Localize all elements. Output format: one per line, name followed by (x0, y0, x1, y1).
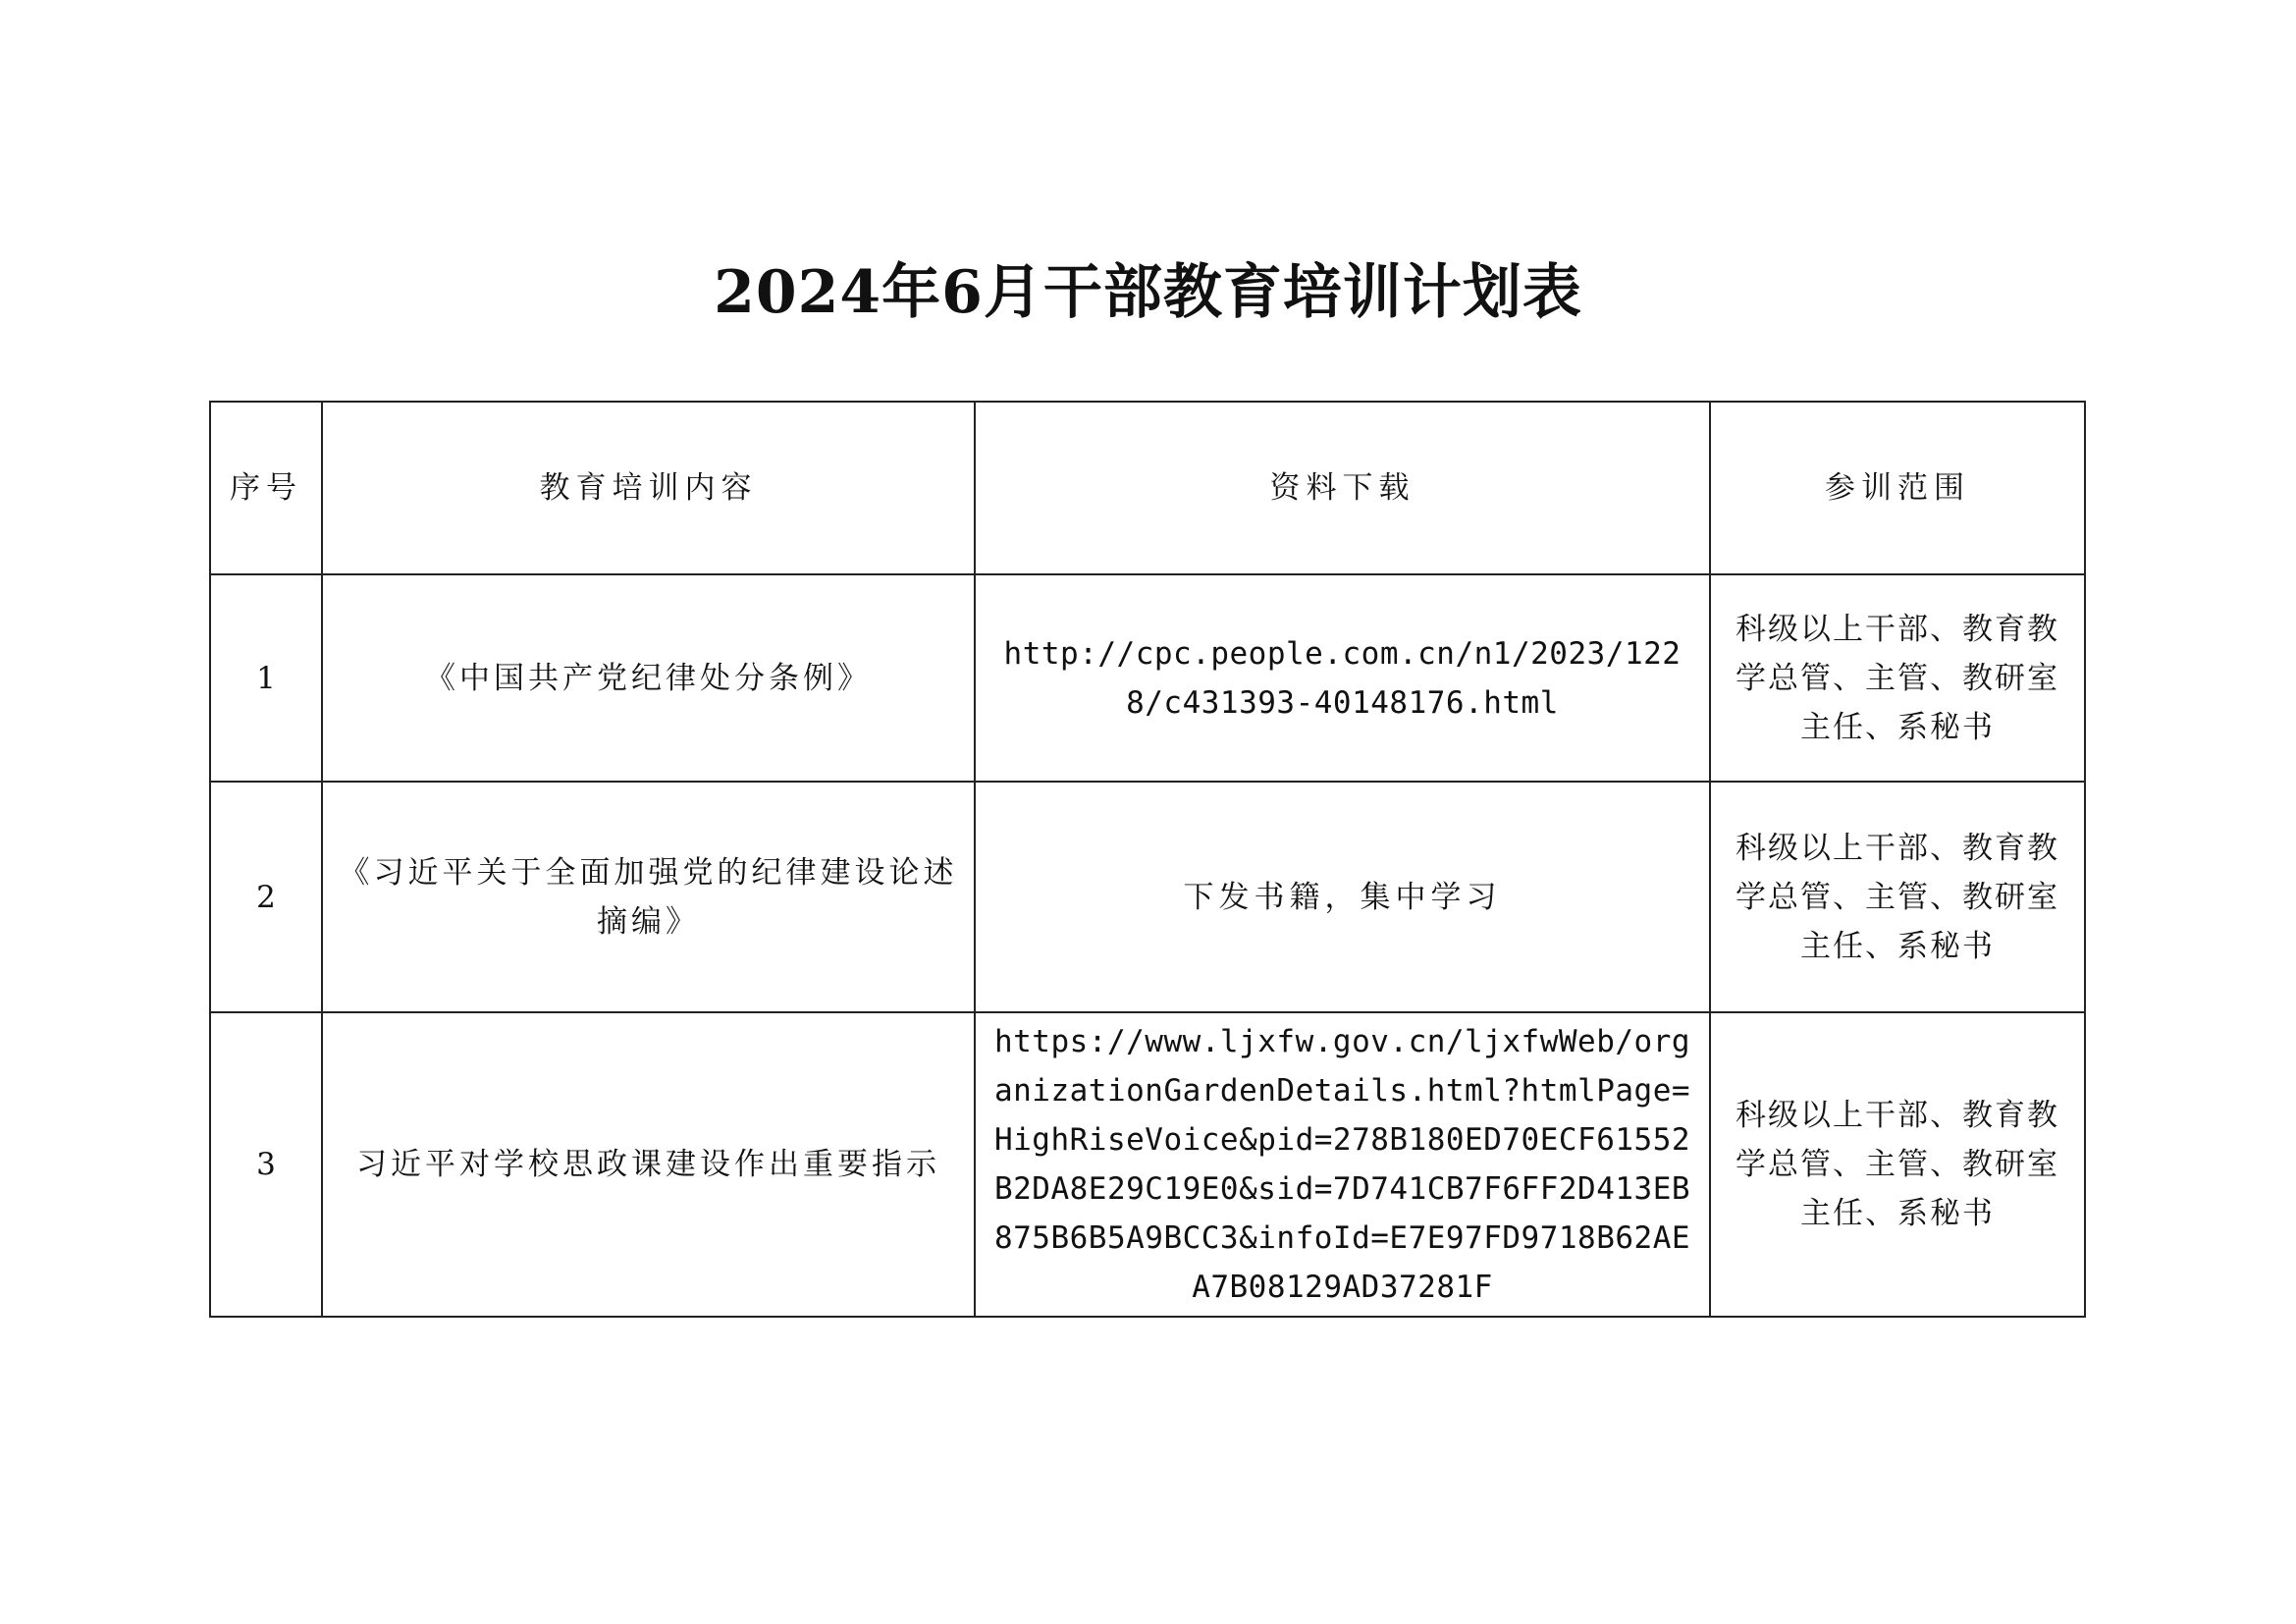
row-index: 3 (210, 1012, 322, 1317)
header-index: 序号 (210, 402, 322, 574)
row-content: 《中国共产党纪律处分条例》 (322, 574, 975, 782)
header-content: 教育培训内容 (322, 402, 975, 574)
row-content: 习近平对学校思政课建设作出重要指示 (322, 1012, 975, 1317)
download-link[interactable]: https://www.ljxfw.gov.cn/ljxfwWeb/organizationGardenDetails.html?htmlPage=HighRiseVoice&pid=278B180ED70ECF61552B2DA8E29C19E0&sid=7D741CB7F6FF2D413EB875B6B5A9BCC3&infoId=E7E97FD9718B62AEA7B08129AD37281F (975, 1012, 1710, 1317)
header-download: 资料下载 (975, 402, 1710, 574)
table-row (210, 782, 2085, 1012)
row-scope: 科级以上干部、教育教学总管、主管、教研室主任、系秘书 (1710, 574, 2085, 782)
row-scope: 科级以上干部、教育教学总管、主管、教研室主任、系秘书 (1710, 782, 2085, 1012)
row-index: 1 (210, 574, 322, 782)
row-content: 《习近平关于全面加强党的纪律建设论述摘编》 (322, 782, 975, 1012)
training-plan-table (209, 401, 2086, 1318)
row-index: 2 (210, 782, 322, 1012)
download-note: 下发书籍，集中学习 (975, 782, 1710, 1012)
header-scope: 参训范围 (1710, 402, 2085, 574)
row-scope: 科级以上干部、教育教学总管、主管、教研室主任、系秘书 (1710, 1012, 2085, 1317)
page-title: 2024年6月干部教育培训计划表 (714, 258, 1582, 327)
table-row (210, 574, 2085, 782)
table-row (210, 1012, 2085, 1317)
download-link[interactable]: http://cpc.people.com.cn/n1/2023/1228/c431393-40148176.html (975, 574, 1710, 782)
table-header-row (210, 402, 2085, 574)
